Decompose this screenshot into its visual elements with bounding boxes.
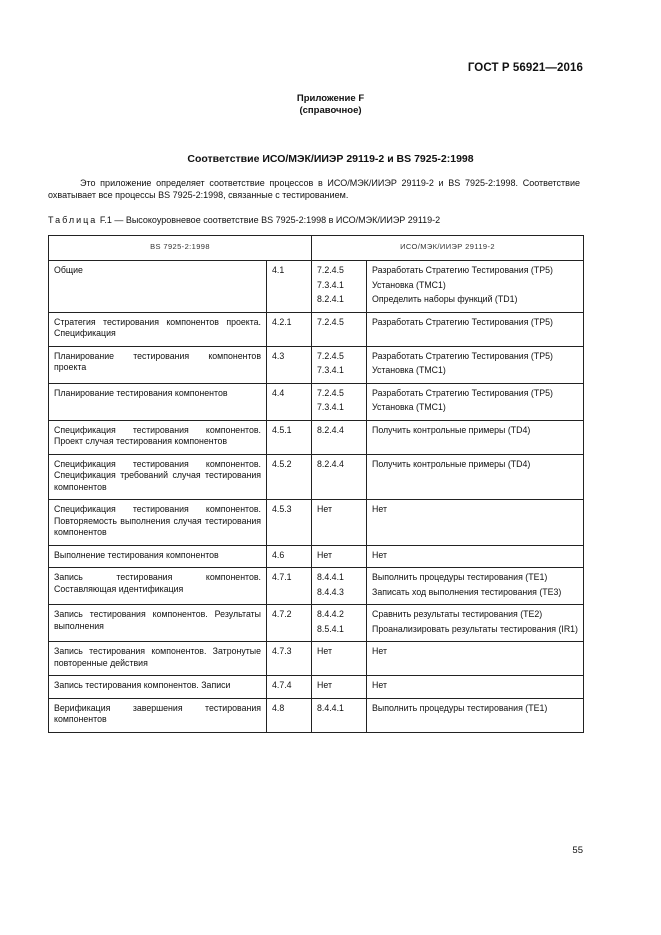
intro-paragraph: Это приложение определяет соответствие процессов в ИСО/МЭК/ИИЭР 29119-2 и BS 7925-2:1998. Соответствие охватывает все процессы BS 7925-2:1998, связанные с тестированием.: [48, 178, 580, 200]
iso-reference: 7.2.4.5: [317, 316, 344, 327]
iso-process-cell: [367, 261, 584, 313]
iso-reference: 7.2.4.5: [317, 350, 344, 361]
iso-reference: 7.2.4.5: [317, 265, 344, 275]
table-row: [49, 383, 584, 420]
table-row: [49, 454, 584, 500]
iso-reference: Нет: [317, 549, 332, 560]
iso-reference-cell: [312, 698, 367, 732]
iso-process-cell: [367, 346, 584, 383]
clause-number-cell: 4.3: [267, 346, 312, 383]
iso-reference-cell: [312, 545, 367, 568]
iso-process: Установка (TMC1): [372, 402, 446, 412]
iso-reference: 7.3.4.1: [317, 279, 344, 290]
iso-reference: Нет: [317, 680, 332, 690]
iso-process: Определить наборы функций (TD1): [372, 294, 518, 304]
correspondence-table: [48, 235, 584, 733]
clause-name-cell: Запись тестирования компонентов. Затронутые повторенные действия: [49, 642, 267, 676]
iso-reference: 8.4.4.1: [317, 572, 344, 582]
iso-process: Получить контрольные примеры (TD4): [372, 458, 531, 469]
iso-process: Разработать Стратегию Тестирования (TP5): [372, 350, 553, 361]
clause-name-cell: Запись тестирования компонентов. Записи: [49, 676, 267, 699]
iso-reference: 8.2.4.4: [317, 424, 344, 435]
iso-process-cell: [367, 312, 584, 346]
iso-process-cell: [367, 605, 584, 642]
clause-number-cell: 4.6: [267, 545, 312, 568]
table-row: [49, 261, 584, 313]
iso-reference: 8.4.4.1: [317, 702, 344, 713]
iso-process: Получить контрольные примеры (TD4): [372, 424, 531, 435]
clause-number-cell: 4.5.3: [267, 500, 312, 546]
clause-name-cell: Запись тестирования компонентов. Составляющая идентификация: [49, 568, 267, 605]
table-row: [49, 676, 584, 699]
iso-reference: 8.2.4.4: [317, 458, 344, 469]
iso-process-cell: [367, 698, 584, 732]
clause-number-cell: 4.8: [267, 698, 312, 732]
table-row: [49, 346, 584, 383]
iso-process: Записать ход выполнения тестирования (TE3): [372, 586, 562, 597]
iso-process-cell: [367, 420, 584, 454]
iso-process: Разработать Стратегию Тестирования (TP5): [372, 265, 553, 275]
iso-process: Нет: [372, 504, 387, 514]
clause-name-cell: Планирование тестирования компонентов проекта: [49, 346, 267, 383]
iso-process: Выполнить процедуры тестирования (TE1): [372, 572, 548, 582]
table-row: [49, 568, 584, 605]
iso-reference: 7.3.4.1: [317, 402, 344, 412]
iso-reference: 8.5.4.1: [317, 623, 344, 634]
clause-number-cell: 4.1: [267, 261, 312, 313]
iso-process: Нет: [372, 646, 387, 656]
iso-reference-cell: [312, 676, 367, 699]
clause-name-cell: Выполнение тестирования компонентов: [49, 545, 267, 568]
clause-number-cell: 4.4: [267, 383, 312, 420]
clause-number-cell: 4.7.3: [267, 642, 312, 676]
iso-process-cell: [367, 383, 584, 420]
clause-number-cell: 4.7.1: [267, 568, 312, 605]
iso-reference-cell: [312, 383, 367, 420]
iso-reference-cell: [312, 454, 367, 500]
document-code: ГОСТ Р 56921—2016: [467, 62, 583, 74]
clause-number-cell: 4.5.2: [267, 454, 312, 500]
iso-reference: 8.4.4.3: [317, 586, 344, 597]
clause-number-cell: 4.7.2: [267, 605, 312, 642]
appendix-heading: [0, 93, 661, 117]
iso-process: Нет: [372, 549, 387, 560]
clause-number-cell: 4.7.4: [267, 676, 312, 699]
clause-number-cell: 4.5.1: [267, 420, 312, 454]
clause-name-cell: Стратегия тестирования компонентов проекта. Спецификация: [49, 312, 267, 346]
iso-reference: 7.2.4.5: [317, 387, 344, 398]
iso-reference: 7.3.4.1: [317, 365, 344, 375]
table-caption-text: F.1 — Высокоуровневое соответствие BS 7925-2:1998 в ИСО/МЭК/ИИЭР 29119-2: [99, 215, 441, 225]
table-row: [49, 698, 584, 732]
column-header-iso: ИСО/МЭК/ИИЭР 29119-2: [312, 236, 584, 261]
iso-reference-cell: [312, 346, 367, 383]
section-title: Соответствие ИСО/МЭК/ИИЭР 29119-2 и BS 7925-2:1998: [187, 153, 474, 165]
clause-name-cell: Запись тестирования компонентов. Результаты выполнения: [49, 605, 267, 642]
table-row: [49, 545, 584, 568]
iso-process: Сравнить результаты тестирования (TE2): [372, 609, 543, 619]
table-row: [49, 500, 584, 546]
iso-process-cell: [367, 568, 584, 605]
iso-reference: 8.4.4.2: [317, 609, 344, 619]
iso-process: Установка (TMC1): [372, 365, 446, 375]
iso-reference-cell: [312, 261, 367, 313]
table-row: [49, 312, 584, 346]
iso-process: Установка (TMC1): [372, 279, 446, 290]
clause-name-cell: Общие: [49, 261, 267, 313]
table-caption-prefix: Таблица: [48, 215, 98, 225]
table-row: [49, 420, 584, 454]
page-number: 55: [572, 845, 583, 856]
iso-process: Разработать Стратегию Тестирования (TP5): [372, 387, 553, 398]
iso-process-cell: [367, 454, 584, 500]
iso-process: Разработать Стратегию Тестирования (TP5): [372, 316, 553, 327]
iso-process: Проанализировать результаты тестирования (IR1): [372, 623, 578, 634]
iso-reference-cell: [312, 312, 367, 346]
iso-process: Нет: [372, 680, 387, 690]
table-header-row: [49, 236, 584, 261]
iso-reference: 8.2.4.1: [317, 294, 344, 304]
iso-process-cell: [367, 642, 584, 676]
clause-name-cell: Планирование тестирования компонентов: [49, 383, 267, 420]
iso-reference-cell: [312, 500, 367, 546]
clause-name-cell: Спецификация тестирования компонентов. Спецификация требований случая тестирования компонентов: [49, 454, 267, 500]
iso-reference-cell: [312, 420, 367, 454]
clause-name-cell: Спецификация тестирования компонентов. Повторяемость выполнения случая тестирования компонентов: [49, 500, 267, 546]
iso-reference-cell: [312, 568, 367, 605]
iso-process-cell: [367, 676, 584, 699]
clause-name-cell: Верификация завершения тестирования компонентов: [49, 698, 267, 732]
iso-process: Выполнить процедуры тестирования (TE1): [372, 702, 548, 713]
iso-reference: Нет: [317, 504, 332, 514]
table-body: [49, 261, 584, 733]
table-row: [49, 642, 584, 676]
table-row: [49, 605, 584, 642]
iso-process-cell: [367, 500, 584, 546]
appendix-subtitle: (справочное): [299, 105, 362, 116]
iso-reference: Нет: [317, 646, 332, 656]
table-caption: [48, 215, 440, 225]
iso-reference-cell: [312, 605, 367, 642]
clause-number-cell: 4.2.1: [267, 312, 312, 346]
iso-reference-cell: [312, 642, 367, 676]
iso-process-cell: [367, 545, 584, 568]
appendix-title: Приложение F: [296, 93, 365, 104]
column-header-bs: BS 7925-2:1998: [49, 236, 312, 261]
clause-name-cell: Спецификация тестирования компонентов. Проект случая тестирования компонентов: [49, 420, 267, 454]
